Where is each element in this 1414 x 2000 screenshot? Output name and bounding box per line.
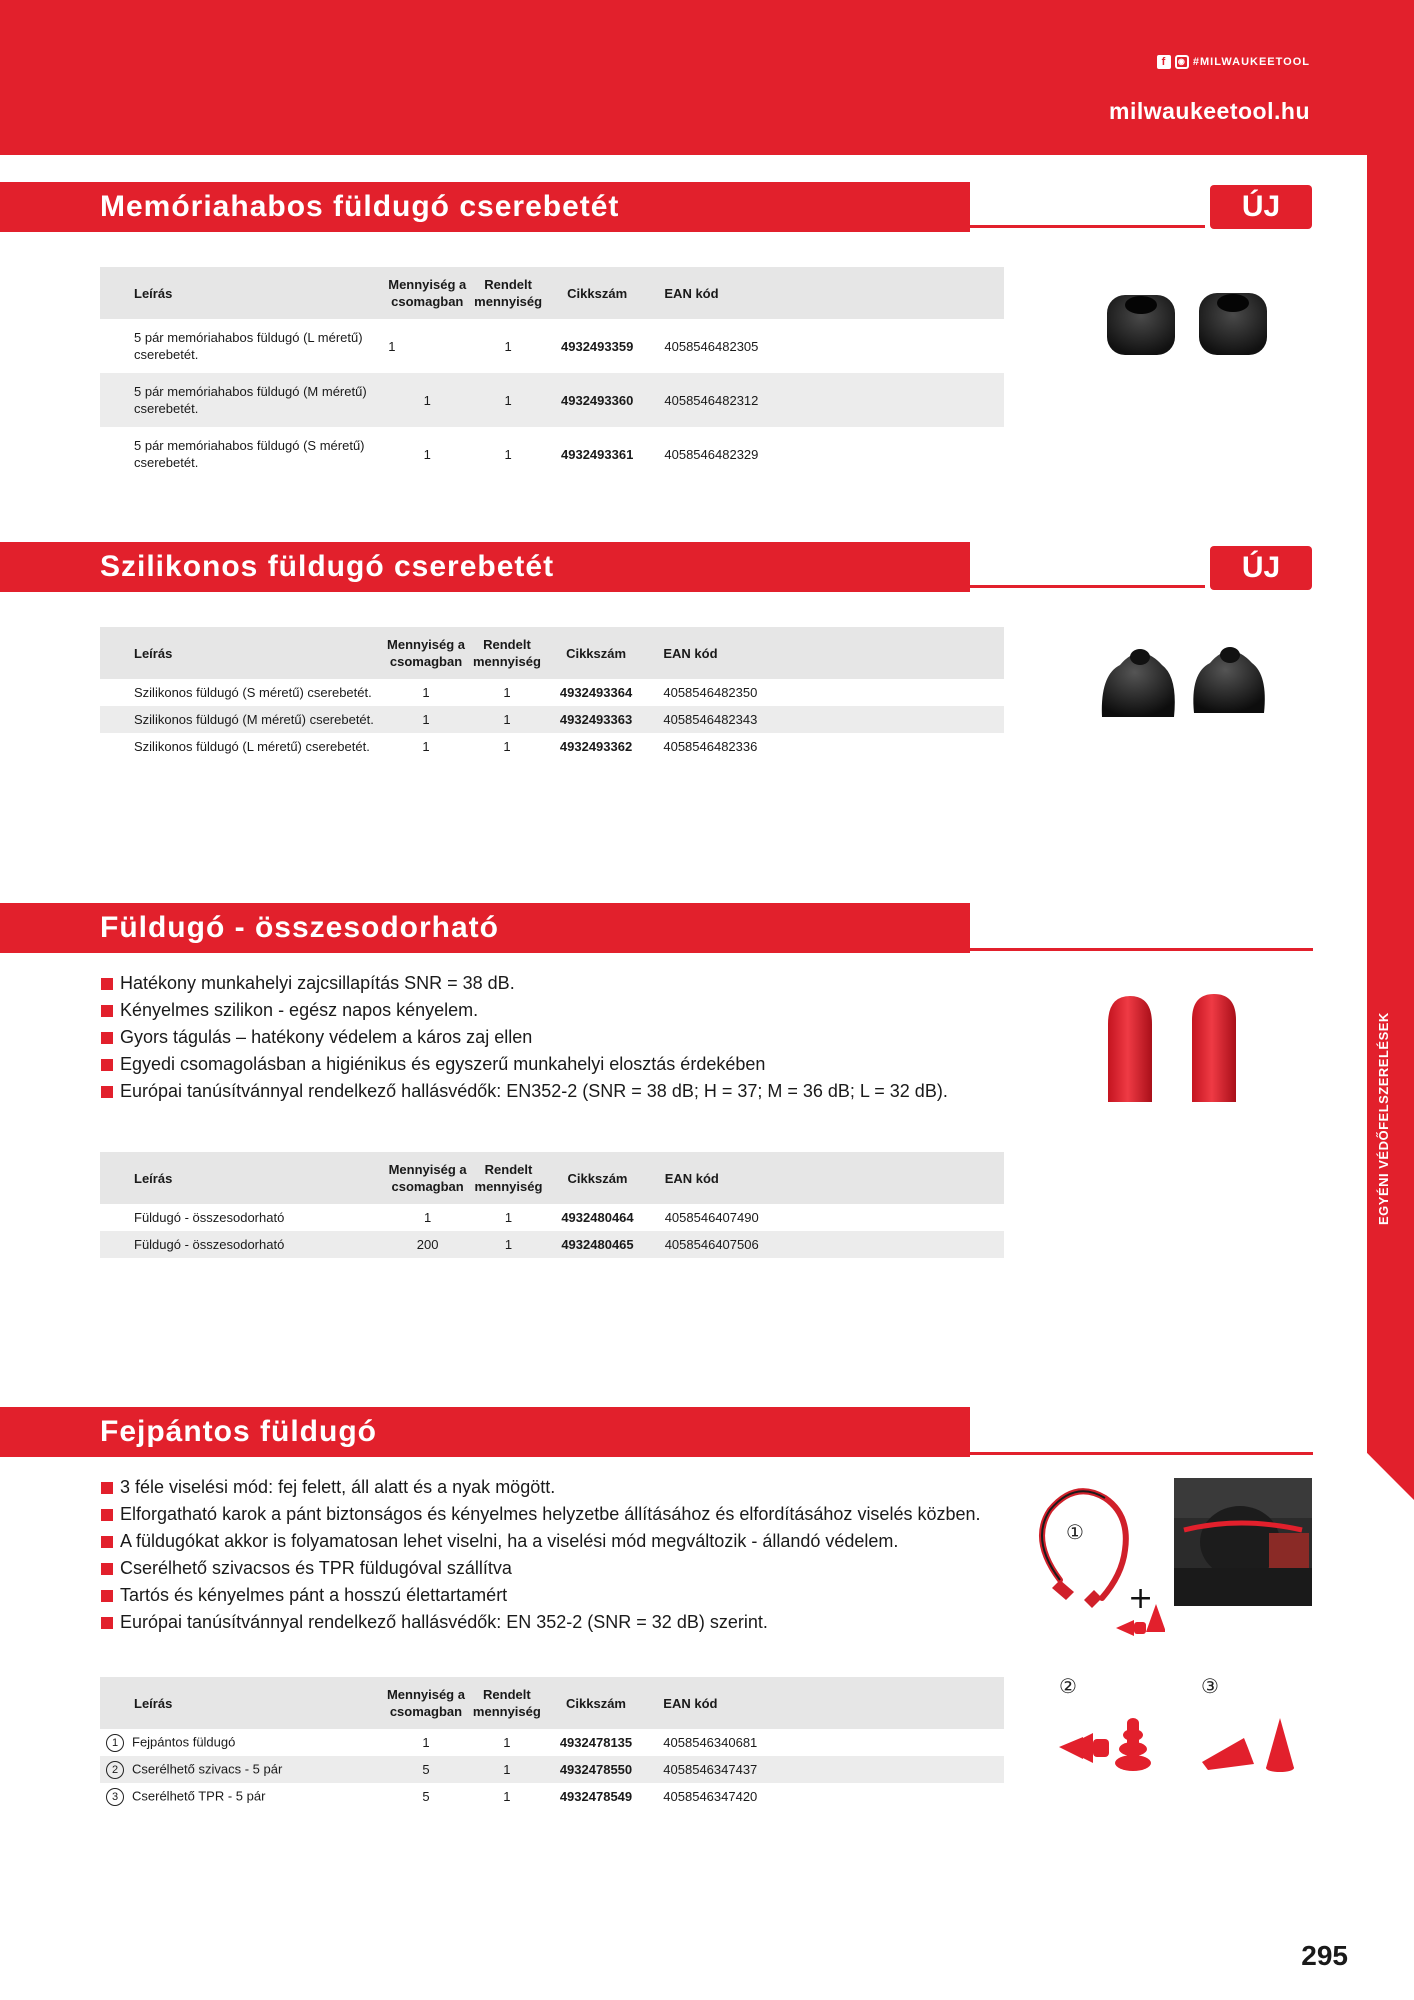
- col-code: Cikkszám: [544, 1152, 650, 1204]
- feature-item: 3 féle viselési mód: fej felett, áll alatt és a nyak mögött.: [100, 1474, 1000, 1501]
- col-qty: Mennyiség a csomagban: [382, 267, 472, 319]
- table-row: 3 Cserélhető TPR - 5 pár 5 1 4932478549 4058546347420: [100, 1783, 1004, 1810]
- feature-item: Cserélhető szivacsos és TPR füldugóval szállítva: [100, 1555, 1000, 1582]
- figure-label-3: ③: [1201, 1676, 1219, 1698]
- table-row: 5 pár memóriahabos füldugó (L méretű) cserebetét. 1 1 4932493359 4058546482305: [134, 330, 759, 362]
- section-bar-roll-down: [0, 903, 970, 953]
- silicone-tips-image: [1090, 635, 1280, 745]
- feature-item: Kényelmes szilikon - egész napos kényelem.: [100, 997, 980, 1024]
- col-desc: Leírás: [100, 1152, 383, 1204]
- feature-item: Tartós és kényelmes pánt a hosszú élettartamért: [100, 1582, 1000, 1609]
- page-number: 295: [1301, 1940, 1348, 1971]
- row-number: 3: [106, 1788, 124, 1806]
- table-row: 5 pár memóriahabos füldugó (M méretű) cserebetét. 1 1 4932493360 4058546482312: [100, 373, 1004, 427]
- col-order: Rendelt mennyiség: [473, 1152, 545, 1204]
- feature-item: Elforgatható karok a pánt biztonságos és kényelmes helyzetbe állításához és elfordításához viselés közben.: [100, 1501, 1000, 1528]
- header-band: [0, 0, 1414, 155]
- table-row: 5 pár memóriahabos füldugó (S méretű) cserebetét. 1 1 4932493361 4058546482329: [134, 438, 759, 470]
- feature-item: Gyors tágulás – hatékony védelem a káros zaj ellen: [100, 1024, 980, 1051]
- section-bar-banded: [0, 1407, 970, 1457]
- banded-earplug-image: [1030, 1480, 1165, 1640]
- section-title: Füldugó - összesodorható: [100, 911, 499, 944]
- foam-tips-image: [1095, 275, 1285, 375]
- section-title: Fejpántos füldugó: [100, 1415, 377, 1448]
- table-row: Füldugó - összesodorható 1 1 4932480464 4058546407490: [134, 1210, 759, 1225]
- table-row: 1 Fejpántos füldugó 1 1 4932478135 4058546340681: [100, 1729, 1004, 1756]
- section-bar-silicone: [0, 542, 970, 592]
- section-rule: [970, 585, 1205, 588]
- section-rule: [970, 225, 1205, 228]
- product-table-banded: [100, 1677, 1004, 1810]
- feature-item: Európai tanúsítvánnyal rendelkező hallásvédők: EN352-2 (SNR = 38 dB; H = 37; M = 36 dB; L = 32 dB).: [100, 1078, 980, 1105]
- col-qty: Mennyiség a csomagban: [381, 1677, 471, 1729]
- col-code: Cikkszám: [543, 627, 650, 679]
- col-desc: Leírás: [100, 1677, 381, 1729]
- figure-label-1: ①: [1066, 1522, 1084, 1544]
- table-row: Szilikonos füldugó (L méretű) cserebetét. 1 1 4932493362 4058546482336: [134, 739, 758, 754]
- col-ean: EAN kód: [650, 267, 1004, 319]
- table-row: 2 Cserélhető szivacs - 5 pár 5 1 4932478550 4058546347437: [100, 1756, 1004, 1783]
- foam-replacement-image: [1055, 1705, 1170, 1775]
- section-bar-memory-foam: [0, 182, 970, 232]
- col-order: Rendelt mennyiség: [471, 627, 543, 679]
- col-code: Cikkszám: [544, 267, 650, 319]
- social-bar: [1157, 55, 1310, 69]
- site-url[interactable]: milwaukeetool.hu: [1109, 98, 1310, 124]
- col-qty: Mennyiség a csomagban: [383, 1152, 473, 1204]
- roll-down-earplugs-image: [1100, 990, 1260, 1110]
- col-qty: Mennyiség a csomagban: [381, 627, 471, 679]
- worker-photo: [1174, 1478, 1312, 1606]
- col-order: Rendelt mennyiség: [472, 267, 544, 319]
- product-table-roll-down: [100, 1152, 1004, 1258]
- col-code: Cikkszám: [543, 1677, 650, 1729]
- instagram-icon[interactable]: ◉: [1175, 55, 1189, 69]
- row-number: 2: [106, 1761, 124, 1779]
- table-row: Szilikonos füldugó (S méretű) cserebetét. 1 1 4932493364 4058546482350: [134, 685, 758, 700]
- plus-sign: +: [1128, 1581, 1154, 1616]
- col-ean: EAN kód: [651, 1152, 1004, 1204]
- section-title: Szilikonos füldugó cserebetét: [100, 550, 555, 583]
- product-table-memory-foam: [100, 267, 1004, 481]
- feature-item: Egyedi csomagolásban a higiénikus és egyszerű munkahelyi elosztás érdekében: [100, 1051, 980, 1078]
- tpr-replacement-image: [1198, 1712, 1313, 1772]
- feature-list: [100, 1474, 1000, 1636]
- col-desc: Leírás: [100, 267, 382, 319]
- new-badge: ÚJ: [1210, 185, 1312, 229]
- feature-item: Hatékony munkahelyi zajcsillapítás SNR = 38 dB.: [100, 970, 980, 997]
- figure-label-2: ②: [1059, 1676, 1077, 1698]
- table-row: Füldugó - összesodorható 200 1 4932480465 4058546407506: [100, 1231, 1004, 1258]
- sidebar-tab: [1367, 155, 1414, 1500]
- feature-list: [100, 970, 980, 1105]
- new-badge: ÚJ: [1210, 546, 1312, 590]
- section-rule: [970, 1452, 1313, 1455]
- section-rule: [970, 948, 1313, 951]
- col-ean: EAN kód: [649, 627, 1004, 679]
- product-table-silicone: [100, 627, 1004, 760]
- feature-item: A füldugókat akkor is folyamatosan lehet viselni, ha a viselési mód megváltozik - állandó védelem.: [100, 1528, 1000, 1555]
- feature-item: Európai tanúsítvánnyal rendelkező hallásvédők: EN 352-2 (SNR = 32 dB) szerint.: [100, 1609, 1000, 1636]
- col-ean: EAN kód: [649, 1677, 1004, 1729]
- table-row: Szilikonos füldugó (M méretű) cserebetét. 1 1 4932493363 4058546482343: [100, 706, 1004, 733]
- facebook-icon[interactable]: f: [1157, 55, 1171, 69]
- col-order: Rendelt mennyiség: [471, 1677, 543, 1729]
- col-desc: Leírás: [100, 627, 381, 679]
- row-number: 1: [106, 1734, 124, 1752]
- section-title: Memóriahabos füldugó cserebetét: [100, 190, 620, 223]
- hashtag: #MILWAUKEETOOL: [1192, 56, 1310, 68]
- sidebar-label: EGYÉNI VÉDŐFELSZERELÉSEK: [1376, 1012, 1391, 1225]
